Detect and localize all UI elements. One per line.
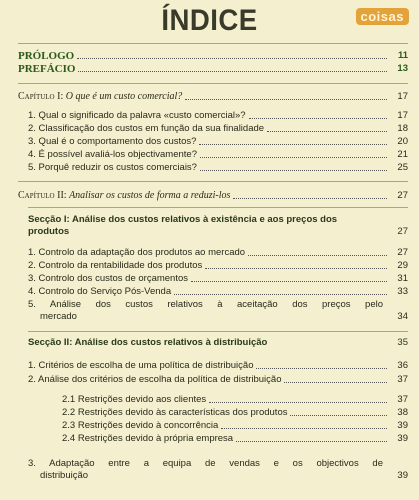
- toc-entry[interactable]: 1. Critérios de escolha de uma política de distribuição 36: [28, 360, 408, 371]
- toc-entry[interactable]: 1. Qual o significado da palavra «custo comercial»? 17: [28, 110, 408, 121]
- toc-entry[interactable]: 5. Análise dos custos relativos à aceitação dos preços pelo mercado 34: [28, 299, 408, 322]
- toc-entry[interactable]: 5. Porquê reduzir os custos comerciais? 25: [28, 162, 408, 173]
- toc-entry-prologo[interactable]: PRÓLOGO 11: [18, 50, 408, 62]
- page-title: ÍNDICE: [161, 4, 258, 37]
- toc-entry[interactable]: 4. É possível avaliá-los objectivamente? 21: [28, 149, 408, 160]
- section-2-title[interactable]: Secção II: Análise dos custos relativos à distribuição 35: [28, 337, 408, 348]
- toc-chapter-2[interactable]: Capítulo II: Analisar os custos de forma a reduzi-los 27: [18, 190, 408, 201]
- toc-entry[interactable]: 3. Controlo dos custos de orçamentos 31: [28, 273, 408, 284]
- divider: [28, 331, 408, 332]
- toc-entry[interactable]: 3. Qual é o comportamento dos custos? 20: [28, 136, 408, 147]
- divider: [18, 181, 408, 182]
- toc-entry-prefacio[interactable]: PREFÁCIO 13: [18, 63, 408, 75]
- toc-subentry[interactable]: 2.2 Restrições devido às características dos produtos 38: [62, 407, 408, 418]
- toc-subentry[interactable]: 2.3 Restrições devido à concorrência 39: [62, 420, 408, 431]
- divider: [28, 207, 408, 208]
- toc-subentry[interactable]: 2.1 Restrições devido aos clientes 37: [62, 394, 408, 405]
- toc-entry[interactable]: 2. Classificação dos custos em função da sua finalidade 18: [28, 123, 408, 134]
- toc-entry[interactable]: 3. Adaptação entre a equipa de vendas e os objectivos de distribuição 39: [28, 458, 408, 481]
- toc-entry[interactable]: 2. Controlo da rentabilidade dos produtos 29: [28, 260, 408, 271]
- toc-subentry[interactable]: 2.4 Restrições devido à própria empresa 39: [62, 433, 408, 444]
- toc-entry[interactable]: 2. Análise dos critérios de escolha da política de distribuição 37: [28, 374, 408, 385]
- toc-entry[interactable]: 1. Controlo da adaptação dos produtos ao mercado 27: [28, 247, 408, 258]
- divider: [18, 43, 408, 44]
- section-1-title[interactable]: Secção I: Análise dos custos relativos à existência e aos preços dos produtos 27: [28, 214, 408, 237]
- toc-chapter-1[interactable]: Capítulo I: O que é um custo comercial? 17: [18, 91, 408, 102]
- toc-entry[interactable]: 4. Controlo do Serviço Pós-Venda 33: [28, 286, 408, 297]
- divider: [18, 83, 408, 84]
- coisas-logo: coisas: [356, 8, 409, 25]
